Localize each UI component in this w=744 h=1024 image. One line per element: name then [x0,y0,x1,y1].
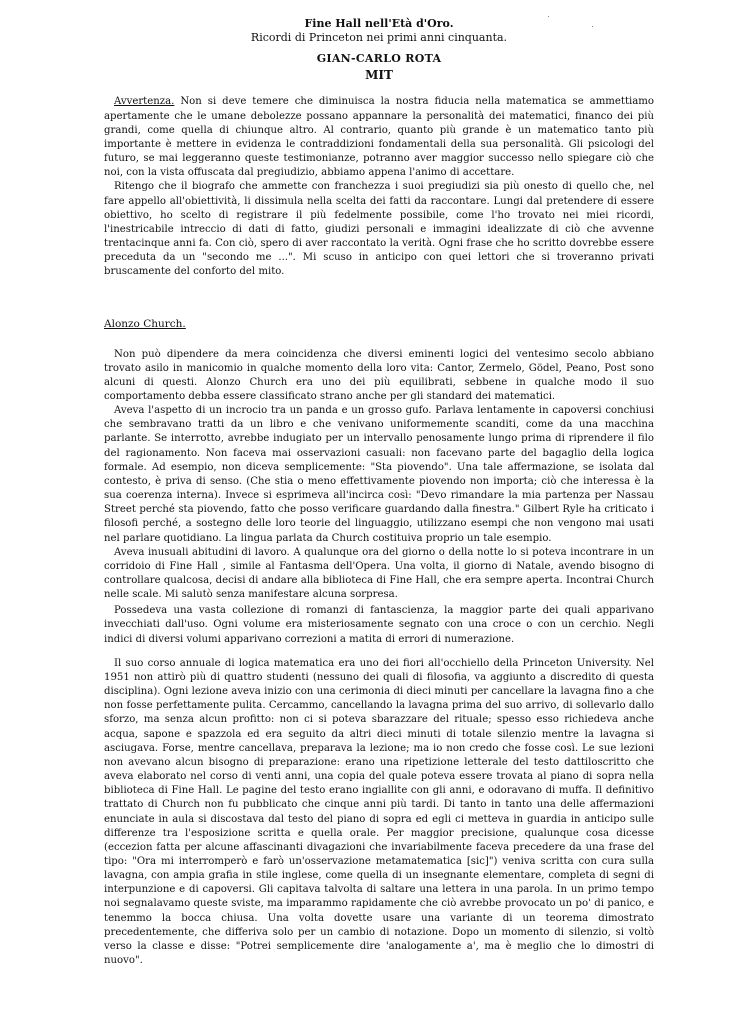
scan-speck [548,16,549,17]
scan-speck [592,26,593,27]
document-page [104,14,654,968]
avvertenza-paragraph [104,95,654,180]
avvertenza-paragraph-2: Ritengo che il biografo che ammette con franchezza i suoi pregiudizi sia più onesto di quello che, nel fare appello all'obiettività, li dissimula nella scelta dei fatti da raccontare. Lungi dal pretendere di essere obiettivo, ho scelto di registrare il più fedelmente possibile, come l'ho trovato nei miei ricordi, l'inestricabile intreccio di dati di fatto, giudizi personali e immagini idealizzate di ciò che avvenne trentacinque anni fa. Con ciò, spero di aver raccontato la verità. Ogni frase che ho scritto dovrebbe essere preceduta da un "secondo me ...". Mi scuso in anticipo con quei lettori che si troveranno privati bruscamente del conforto del mito. [104,181,654,278]
church-paragraph-2: Aveva l'aspetto di un incrocio tra un panda e un grosso gufo. Parlava lentamente in capoversi conchiusi che sembravano tratti da un libro e che venivano uniformemente scanditi, come da una macchina parlante. Se interrotto, avrebbe indugiato per un intervallo penosamente lungo prima di riprendere il filo del ragionamento. Non faceva mai osservazioni casuali: non facevano parte del bagaglio della logica formale. Ad esempio, non diceva semplicemente: "Sta piovendo". Una tale affermazione, se isolata dal contesto, è priva di senso. (Che stia o meno effettivamente piovendo non importa; ciò che interessa è la sua coerenza interna). Invece si esprimeva all'incirca così: "Devo rimandare la mia partenza per Nassau Street perché sta piovendo, fatto che posso verificare guardando dalla finestra." Gilbert Ryle ha criticato i filosofi perché, a sostegno delle loro teorie del linguaggio, utilizzano esempi che non vengono mai usati nel parlare quotidiano. La lingua parlata da Church costituiva proprio un tale esempio. [104,405,654,544]
document-subtitle: Ricordi di Princeton nei primi anni cinquanta. [250,31,508,45]
section-heading-church: Alonzo Church. [104,317,186,330]
avvertenza-label: Avvertenza. [114,96,175,108]
author-affiliation: MIT [365,67,393,82]
document-header [104,17,654,83]
document-title: Fine Hall nell'Età d'Oro. [304,17,454,30]
avvertenza-text: Non si deve temere che diminuisca la nostra fiducia nella matematica se ammettiamo apertamente che le umane debolezze possano appannare la personalità dei matematici, financo dei più grandi, come quella di chiunque altro. Al contrario, quanto più grande è un matematico tanto più importante è mettere in evidenza le contraddizioni fondamentali della sua personalità. Gli psicologi del futuro, se mai leggeranno queste testimonianze, potranno aver maggior successo nello spiegare ciò che noi, con la vista offuscata dal pregiudizio, abbiamo appena l'animo di accettare. [104,96,654,179]
church-paragraph-4: Possedeva una vasta collezione di romanzi di fantascienza, la maggior parte dei quali apparivano invecchiati dall'uso. Ogni volume era misteriosamente segnato con una croce o con un cerchio. Negli indici di diversi volumi apparivano correzioni a matita di errori di numerazione. [104,605,654,645]
author-name: GIAN-CARLO ROTA [316,51,442,65]
church-paragraph-1: Non può dipendere da mera coincidenza che diversi eminenti logici del ventesimo secolo abbiano trovato asilo in manicomio in qualche momento della loro vita: Cantor, Zermelo, Gödel, Peano, Post sono alcuni di questi. Alonzo Church era uno dei più equilibrati, sebbene in qualche modo il suo comportamento debba essere classificato strano anche per gli standard dei matematici. [104,348,654,402]
church-paragraph-3: Aveva inusuali abitudini di lavoro. A qualunque ora del giorno o della notte lo si poteva incontrare in un corridoio di Fine Hall , simile al Fantasma dell'Opera. Una volta, il giorno di Natale, avendo bisogno di controllare qualcosa, decisi di andare alla biblioteca di Fine Hall, che era sempre aperta. Incontrai Church nelle scale. Mi salutò senza manifestare alcuna sorpresa. [104,546,654,601]
church-paragraph-5: Il suo corso annuale di logica matematica era uno dei fiori all'occhiello della Princeton University. Nel 1951 non attirò più di quattro studenti (nessuno dei quali di filosofia, va aggiunto a discredito di questa disciplina). Ogni lezione aveva inizio con una cerimonia di dieci minuti per cancellare la lavagna fino a che non fosse perfettamente pulita. Cercammo, cancellando la lavagna prima del suo arrivo, di sollevarlo dallo sforzo, ma senza alcun profitto: non ci si poteva sbarazzare del rituale; spesso esso richiedeva anche acqua, sapone e spazzola ed era seguito da altri dieci minuti di totale silenzio mentre la lavagna si asciugava. Forse, mentre cancellava, preparava la lezione; ma io non credo che fosse così. Le sue lezioni non avevano alcun bisogno di preparazione: erano una ripetizione letterale del testo dattiloscritto che aveva elaborato nel corso di venti anni, una copia del quale poteva essere trovata al piano di sopra nella biblioteca di Fine Hall. Le pagine del testo erano ingiallite con gli anni, e odoravano di muffa. Il definitivo trattato di Church non fu pubblicato che cinque anni più tardi. Di tanto in tanto una delle affermazioni enunciate in aula si discostava dal testo del piano di sopra ed egli ci metteva in guardia in anticipo sulle differenze tra l'esposizione scritta e quella orale. Per maggior precisione, qualunque cosa dicesse (eccezion fatta per alcune affascinanti divagazioni che invariabilmente faceva precedere da una frase del tipo: "Ora mi interromperò e farò un'osservazione metamatematica [sic]") veniva scritta con cura sulla lavagna, con ampia grafia in stile inglese, come quella di un insegnante elementare, completa di segni di interpunzione e di capoversi. Gli capitava talvolta di saltare una lettera in una parola. In un primo tempo noi segnalavamo queste sviste, ma imparammo rapidamente che ciò avrebbe provocato un po' di panico, e tenemmo la bocca chiusa. Una volta dovette usare una variante di un teorema dimostrato precedentemente, che differiva solo per un cambio di notazione. Dopo un momento di silenzio, si voltò verso la classe e disse: "Potrei semplicemente dire 'analogamente a', ma è meglio che lo dimostri di nuovo". [104,657,654,967]
